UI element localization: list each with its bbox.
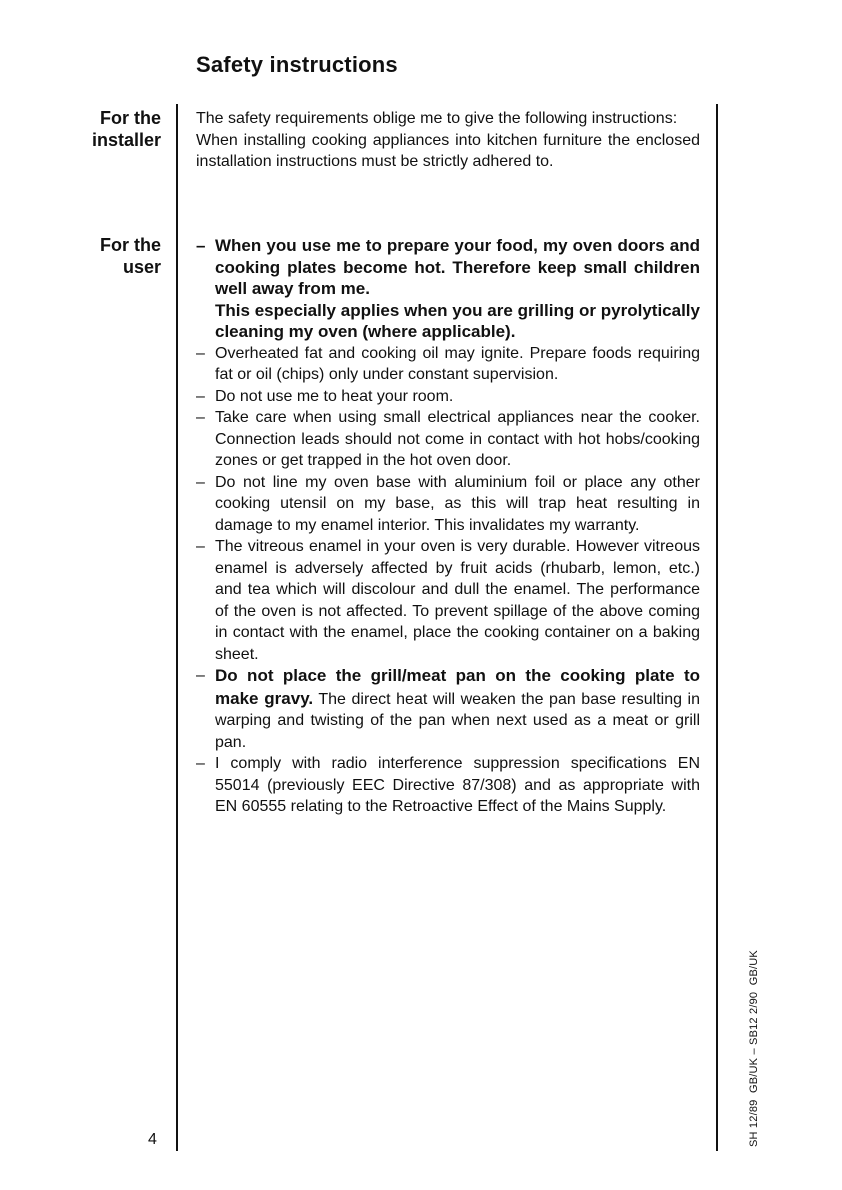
list-item-aluminium-foil: – Do not line my oven base with aluminium foil or place any other cooking utensil on my base, as this will trap heat resulting in damage to my enamel interior. This invalidates my warranty. [196,472,700,537]
right-margin-rule [716,104,718,1151]
grill-pan-warning: Do not place the grill/meat pan on the cooking plate to make gravy. [215,666,700,708]
left-margin-rule [176,104,178,1151]
installer-paragraph-2: When installing cooking appliances into kitchen furniture the enclosed installation instructions must be strictly adhered to. [196,131,700,171]
installer-paragraph-1: The safety requirements oblige me to give the following instructions: [196,110,678,127]
hot-surfaces-warning: – When you use me to prepare your food, my oven doors and cooking plates become hot. Therefore keep small children well away from me. [215,236,700,299]
list-item-hot-surfaces [196,235,700,343]
user-safety-list [196,235,700,818]
page-number: 4 [148,1131,157,1148]
user-label-line-2: user [122,257,161,277]
list-item-radio-interference: – I comply with radio interference suppression specifications EN 55014 (previously EEC Directive 87/308) and as appropriate with EN 60555 relating to the Retroactive Effect of the Mains Supply. [196,753,700,818]
installer-label-line-2: installer [91,130,161,150]
list-item-grill-pan [196,665,700,753]
list-item-room-heating: – Do not use me to heat your room. [196,386,700,408]
list-item-small-appliances: – Take care when using small electrical appliances near the cooker. Connection leads should not come in contact with hot hobs/cooking zones or get trapped in the hot oven door. [196,407,700,472]
installer-section-label [92,107,161,151]
page-title: Safety instructions [196,52,398,77]
installer-instructions [196,108,700,173]
list-item-vitreous-enamel: – The vitreous enamel in your oven is very durable. However vitreous enamel is adversely affected by fruit acids (rhubarb, lemon, etc.) and tea which will discolour and dull the enamel. The performance of the oven is not affected. To prevent spillage of the above coming in contact with the enamel, place the cooking container on a baking sheet. [196,536,700,665]
installer-label-line-1: For the [100,108,161,128]
user-label-line-1: For the [100,235,161,255]
list-item-fat-oil: – Overheated fat and cooking oil may ignite. Prepare foods requiring fat or oil (chips) only under constant supervision. [196,343,700,386]
grill-pan-explanation: The direct heat will weaken the pan base resulting in warping and twisting of the pan when next used as a meat or grill pan. [215,690,700,751]
document-code: SH 12/89 GB/UK – SB12 2/90 GB/UK [748,950,760,1147]
user-section-label [100,234,161,278]
grilling-pyrolytic-warning: This especially applies when you are grilling or pyrolytically cleaning my oven (where applicable). [215,300,700,342]
